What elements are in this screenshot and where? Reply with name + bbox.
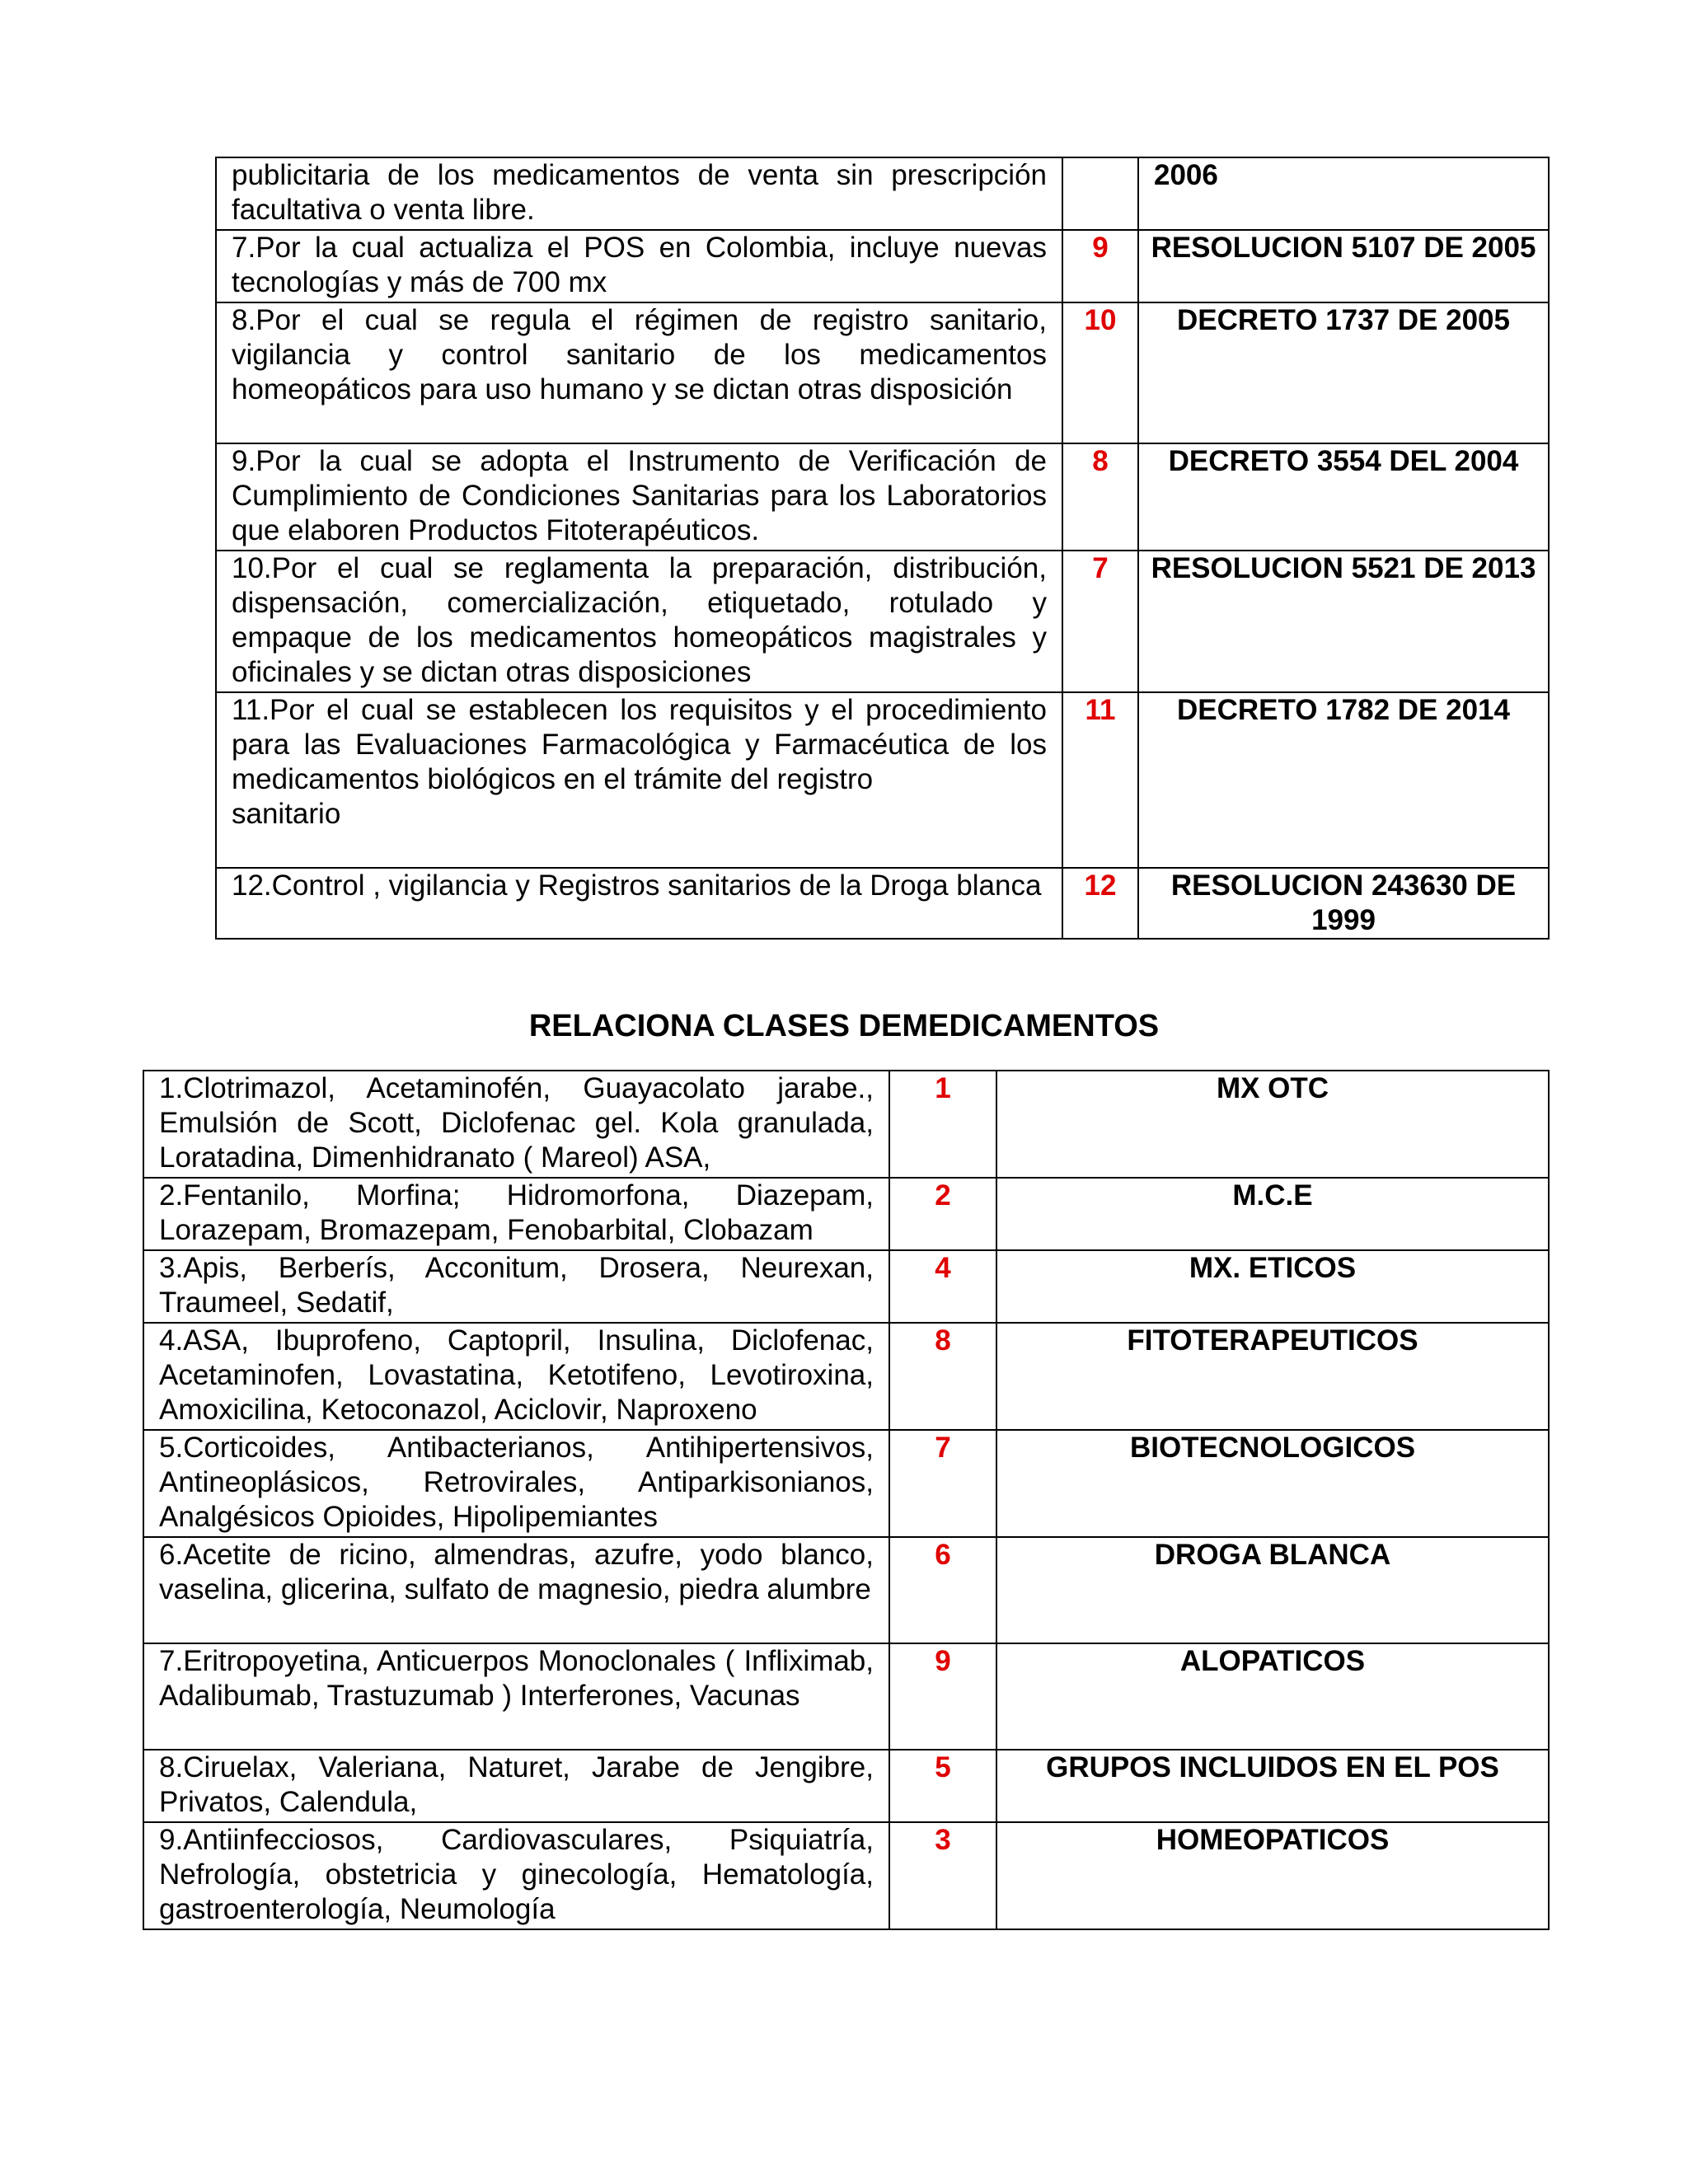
row-class: MX OTC (996, 1071, 1549, 1178)
row-answer-number: 2 (889, 1178, 996, 1250)
row-answer-number: 10 (1062, 302, 1138, 443)
row-answer-number: 1 (889, 1071, 996, 1178)
table-row (216, 157, 1549, 230)
table-row (216, 302, 1549, 443)
row-regulation: RESOLUCION 5521 DE 2013 (1138, 551, 1549, 692)
medication-classes-table (143, 1070, 1550, 1930)
row-description: 2.Fentanilo, Morfina; Hidromorfona, Diazepam, Lorazepam, Bromazepam, Fenobarbital, Clobazam (143, 1178, 889, 1250)
table-row (143, 1750, 1549, 1822)
row-answer-number (1062, 157, 1138, 230)
row-class: HOMEOPATICOS (996, 1822, 1549, 1929)
row-description: 9.Antiinfecciosos, Cardiovasculares, Psiquiatría, Nefrología, obstetricia y ginecología, Hematología, gastroenterología, Neumología (143, 1822, 889, 1929)
row-class: BIOTECNOLOGICOS (996, 1430, 1549, 1537)
row-regulation: RESOLUCION 5107 DE 2005 (1138, 230, 1549, 302)
table-row (143, 1071, 1549, 1178)
row-description: 7.Por la cual actualiza el POS en Colombia, incluye nuevas tecnologías y más de 700 mx (216, 230, 1062, 302)
regulations-table (215, 157, 1550, 940)
row-description: 10.Por el cual se reglamenta la preparación, distribución, dispensación, comercialización, etiquetado, rotulado y empaque de los medicamentos homeopáticos magistrales y oficinales y se dictan otras disposiciones (216, 551, 1062, 692)
row-answer-number: 8 (889, 1323, 996, 1430)
row-description: 12.Control , vigilancia y Registros sanitarios de la Droga blanca (216, 868, 1062, 939)
table-row (143, 1643, 1549, 1750)
row-regulation: DECRETO 3554 DEL 2004 (1138, 443, 1549, 551)
row-description: publicitaria de los medicamentos de venta sin prescripción facultativa o venta libre. (216, 157, 1062, 230)
row-description: 3.Apis, Berberís, Acconitum, Drosera, Neurexan, Traumeel, Sedatif, (143, 1250, 889, 1323)
row-class: FITOTERAPEUTICOS (996, 1323, 1549, 1430)
row-description: 7.Eritropoyetina, Anticuerpos Monoclonales ( Infliximab, Adalibumab, Trastuzumab ) Interferones, Vacunas (143, 1643, 889, 1750)
row-description: 6.Acetite de ricino, almendras, azufre, yodo blanco, vaselina, glicerina, sulfato de magnesio, piedra alumbre (143, 1537, 889, 1643)
row-description: 8.Por el cual se regula el régimen de registro sanitario, vigilancia y control sanitario de los medicamentos homeopáticos para uso humano y se dictan otras disposición (216, 302, 1062, 443)
row-regulation: DECRETO 1782 DE 2014 (1138, 692, 1549, 868)
row-answer-number: 3 (889, 1822, 996, 1929)
row-description: 1.Clotrimazol, Acetaminofén, Guayacolato jarabe., Emulsión de Scott, Diclofenac gel. Kola granulada, Loratadina, Dimenhidranato ( Mareol) ASA, (143, 1071, 889, 1178)
table-row (216, 230, 1549, 302)
row-regulation: RESOLUCION 243630 DE 1999 (1138, 868, 1549, 939)
table-row (143, 1323, 1549, 1430)
row-answer-number: 4 (889, 1250, 996, 1323)
row-answer-number: 12 (1062, 868, 1138, 939)
row-regulation: 2006 (1138, 157, 1549, 230)
row-answer-number: 7 (889, 1430, 996, 1537)
row-class: DROGA BLANCA (996, 1537, 1549, 1643)
row-class: GRUPOS INCLUIDOS EN EL POS (996, 1750, 1549, 1822)
row-description: 11.Por el cual se establecen los requisitos y el procedimiento para las Evaluaciones Farmacológica y Farmacéutica de los medicamentos biológicos en el trámite del registro sanitario (216, 692, 1062, 868)
row-description: 9.Por la cual se adopta el Instrumento de Verificación de Cumplimiento de Condiciones Sanitarias para los Laboratorios que elaboren Productos Fitoterapéuticos. (216, 443, 1062, 551)
row-description: 4.ASA, Ibuprofeno, Captopril, Insulina, Diclofenac, Acetaminofen, Lovastatina, Ketotifeno, Levotiroxina, Amoxicilina, Ketoconazol, Aciclovir, Naproxeno (143, 1323, 889, 1430)
section-title: RELACIONA CLASES DEMEDICAMENTOS (528, 1009, 1160, 1043)
table-row (216, 551, 1549, 692)
table-row (143, 1250, 1549, 1323)
row-class: MX. ETICOS (996, 1250, 1549, 1323)
row-answer-number: 11 (1062, 692, 1138, 868)
table-row (216, 868, 1549, 939)
row-description: 8.Ciruelax, Valeriana, Naturet, Jarabe de Jengibre, Privatos, Calendula, (143, 1750, 889, 1822)
row-description: 5.Corticoides, Antibacterianos, Antihipertensivos, Antineoplásicos, Retrovirales, Antiparkisonianos, Analgésicos Opioides, Hipolipemiantes (143, 1430, 889, 1537)
row-class: ALOPATICOS (996, 1643, 1549, 1750)
table-row (143, 1430, 1549, 1537)
row-answer-number: 9 (1062, 230, 1138, 302)
table-row (216, 443, 1549, 551)
row-answer-number: 8 (1062, 443, 1138, 551)
row-regulation: DECRETO 1737 DE 2005 (1138, 302, 1549, 443)
table-row (143, 1537, 1549, 1643)
row-answer-number: 7 (1062, 551, 1138, 692)
row-answer-number: 9 (889, 1643, 996, 1750)
row-answer-number: 5 (889, 1750, 996, 1822)
row-class: M.C.E (996, 1178, 1549, 1250)
table-row (143, 1178, 1549, 1250)
table-row (216, 692, 1549, 868)
row-answer-number: 6 (889, 1537, 996, 1643)
table-row (143, 1822, 1549, 1929)
